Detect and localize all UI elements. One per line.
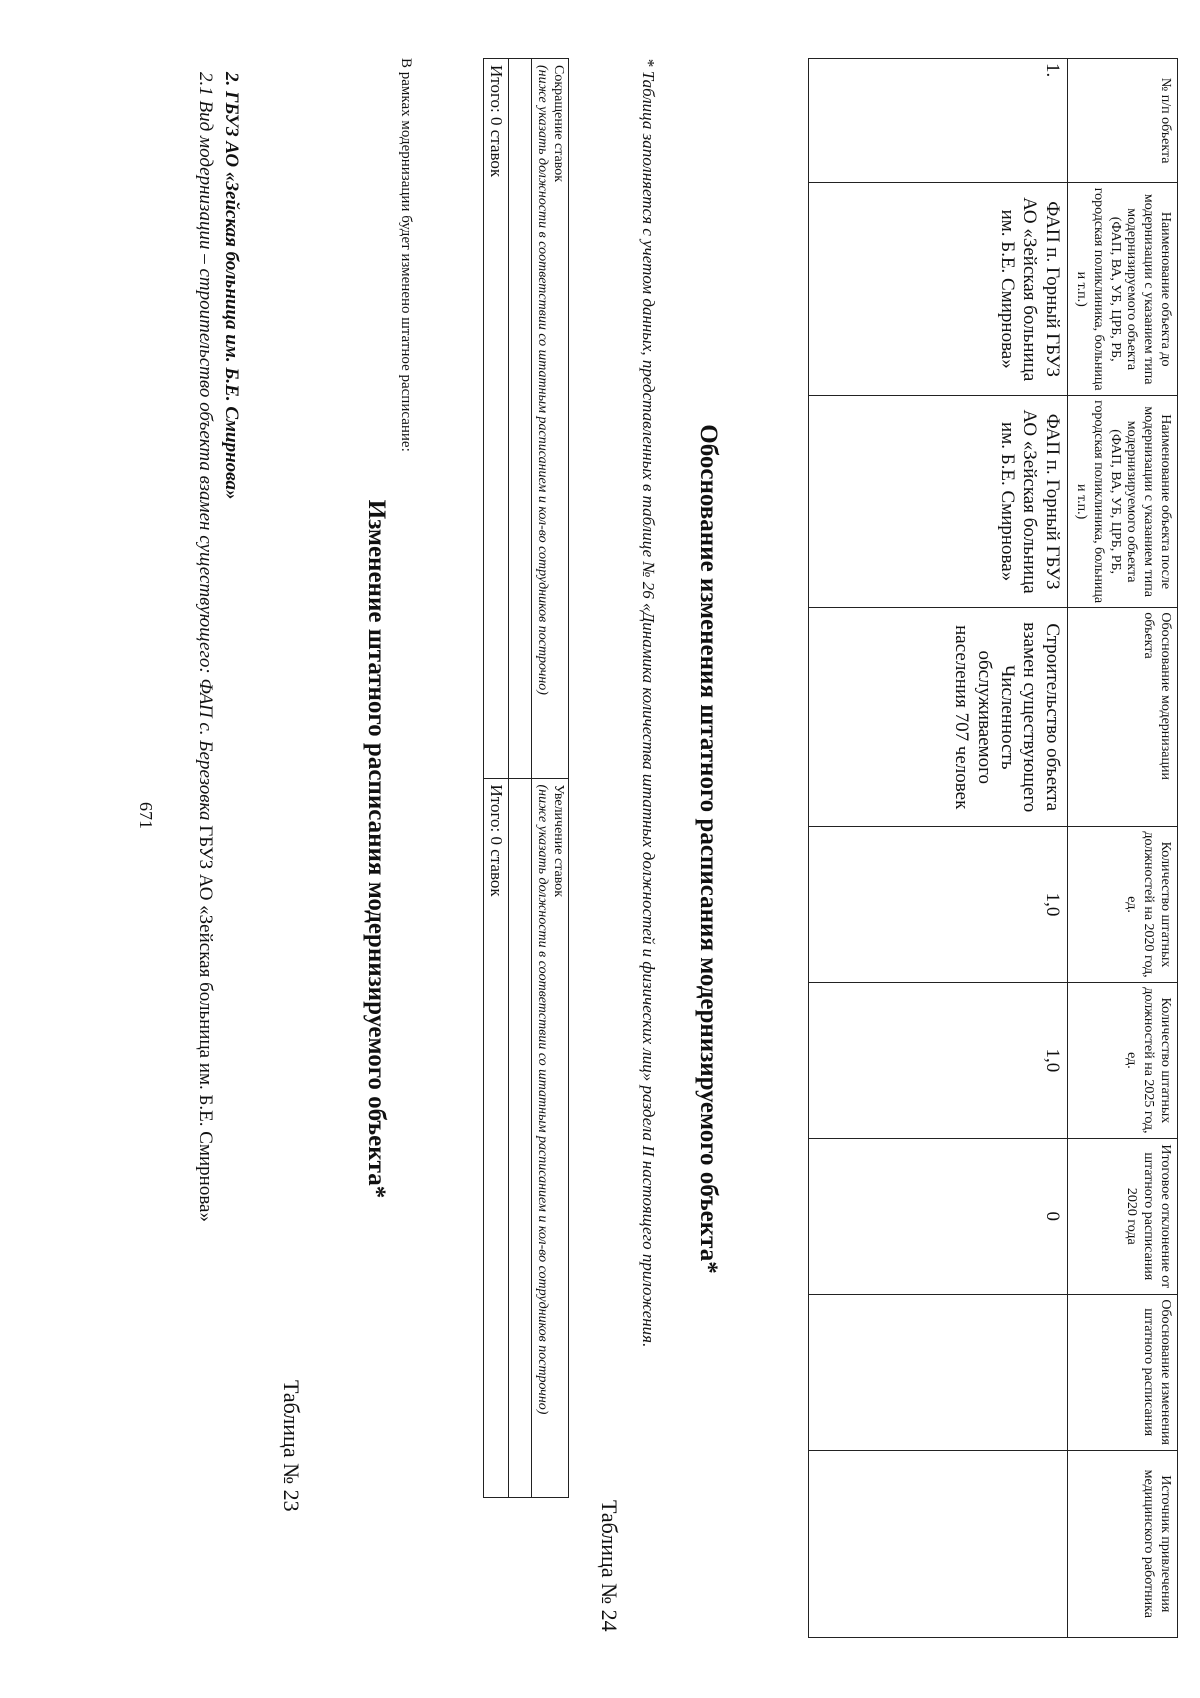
- table24-header-row: [1068, 59, 1178, 1638]
- row-before: ФАП п. Горный ГБУЗ АО «Зейская больница им. Б.Е. Смирнова»: [809, 183, 1068, 395]
- empty-cell: [509, 778, 532, 1498]
- header-staff-2020: Количество штатных должностей на 2020 год, ед.: [1068, 827, 1178, 983]
- header-staff-2025: Количество штатных должностей на 2025 год, ед.: [1068, 982, 1178, 1138]
- table23-empty-row: [509, 59, 532, 1498]
- header-source: Источник привлечения медицинского работника: [1068, 1450, 1178, 1637]
- row-justification: Строительство объекта взамен существующего Численность обслуживаемого населения 707 человек: [809, 608, 1068, 827]
- row-source: [809, 1450, 1068, 1637]
- table24: [808, 58, 1178, 1638]
- table24-number: Таблица № 24: [597, 1500, 622, 1632]
- row-staff-2025: 1,0: [809, 982, 1068, 1138]
- header-justification: Обоснование модернизации объекта: [1068, 608, 1178, 827]
- page-number: 671: [136, 802, 156, 829]
- table24-row: [809, 59, 1068, 1638]
- table23: [483, 58, 569, 1498]
- table23-total-row: [484, 59, 509, 1498]
- row-after: ФАП п. Горный ГБУЗ АО «Зейская больница им. Б.Е. Смирнова»: [809, 395, 1068, 607]
- subheading-prefix: 2.1 Вид модернизации – строительство объекта взамен существующего: ФАП с. Березовка: [195, 72, 216, 821]
- row-change-reason: [809, 1294, 1068, 1450]
- header-after: Наименование объекта после модернизации с указанием типа модернизируемого объекта (ФАП, ВА, УБ, ЦРБ, РБ, городская поликлиника, больница и т.п.): [1068, 395, 1178, 607]
- subheading-suffix: ГБУЗ АО «Зейская больница им. Б.Е. Смирнова»: [195, 820, 216, 1222]
- total-reduction: Итого: 0 ставок: [484, 59, 509, 779]
- row-num: 1.: [809, 59, 1068, 183]
- row-staff-2020: 1,0: [809, 827, 1068, 983]
- header-num: № п/п объекта: [1068, 59, 1178, 183]
- reduction-header-cell: [532, 59, 569, 779]
- total-increase: Итого: 0 ставок: [484, 778, 509, 1498]
- table23-title: Изменение штатного расписания модернизируемого объекта*: [363, 499, 390, 1199]
- row-deviation: 0: [809, 1138, 1068, 1294]
- increase-header-cell: [532, 778, 569, 1498]
- table23-header-row: [532, 59, 569, 1498]
- footnote: * Таблица заполняется с учетом данных, представленных в таблице № 26 «Динамика количества штатных должностей и физических лиц» раздела II настоящего приложения.: [639, 58, 658, 1348]
- table24-title: Обоснование изменения штатного расписания модернизируемого объекта*: [695, 424, 722, 1274]
- header-before: Наименование объекта до модернизации с указанием типа модернизируемого объекта (ФАП, ВА, УБ, ЦРБ, РБ, городская поликлиника, больница и т.п.): [1068, 183, 1178, 395]
- empty-cell: [509, 59, 532, 779]
- header-change-reason: Обоснование изменения штатного расписания: [1068, 1294, 1178, 1450]
- header-deviation: Итоговое отклонение от штатного расписания 2020 года: [1068, 1138, 1178, 1294]
- reduction-label: Сокращение ставок: [551, 65, 566, 183]
- section-heading: 2. ГБУЗ АО «Зейская больница им. Б.Е. Смирнова»: [221, 72, 242, 500]
- increase-note: (ниже указать должности в соответствии со штатным расписанием и кол-во сотрудников построчно): [535, 784, 550, 1415]
- reduction-note: (ниже указать должности в соответствии со штатным расписанием и кол-во сотрудников построчно): [535, 65, 550, 695]
- table23-number: Таблица № 23: [279, 1380, 304, 1512]
- section-subheading: [194, 72, 216, 1222]
- table23-intro: В рамках модернизации будет изменено штатное расписание:: [398, 58, 414, 452]
- increase-label: Увеличение ставок: [551, 784, 566, 898]
